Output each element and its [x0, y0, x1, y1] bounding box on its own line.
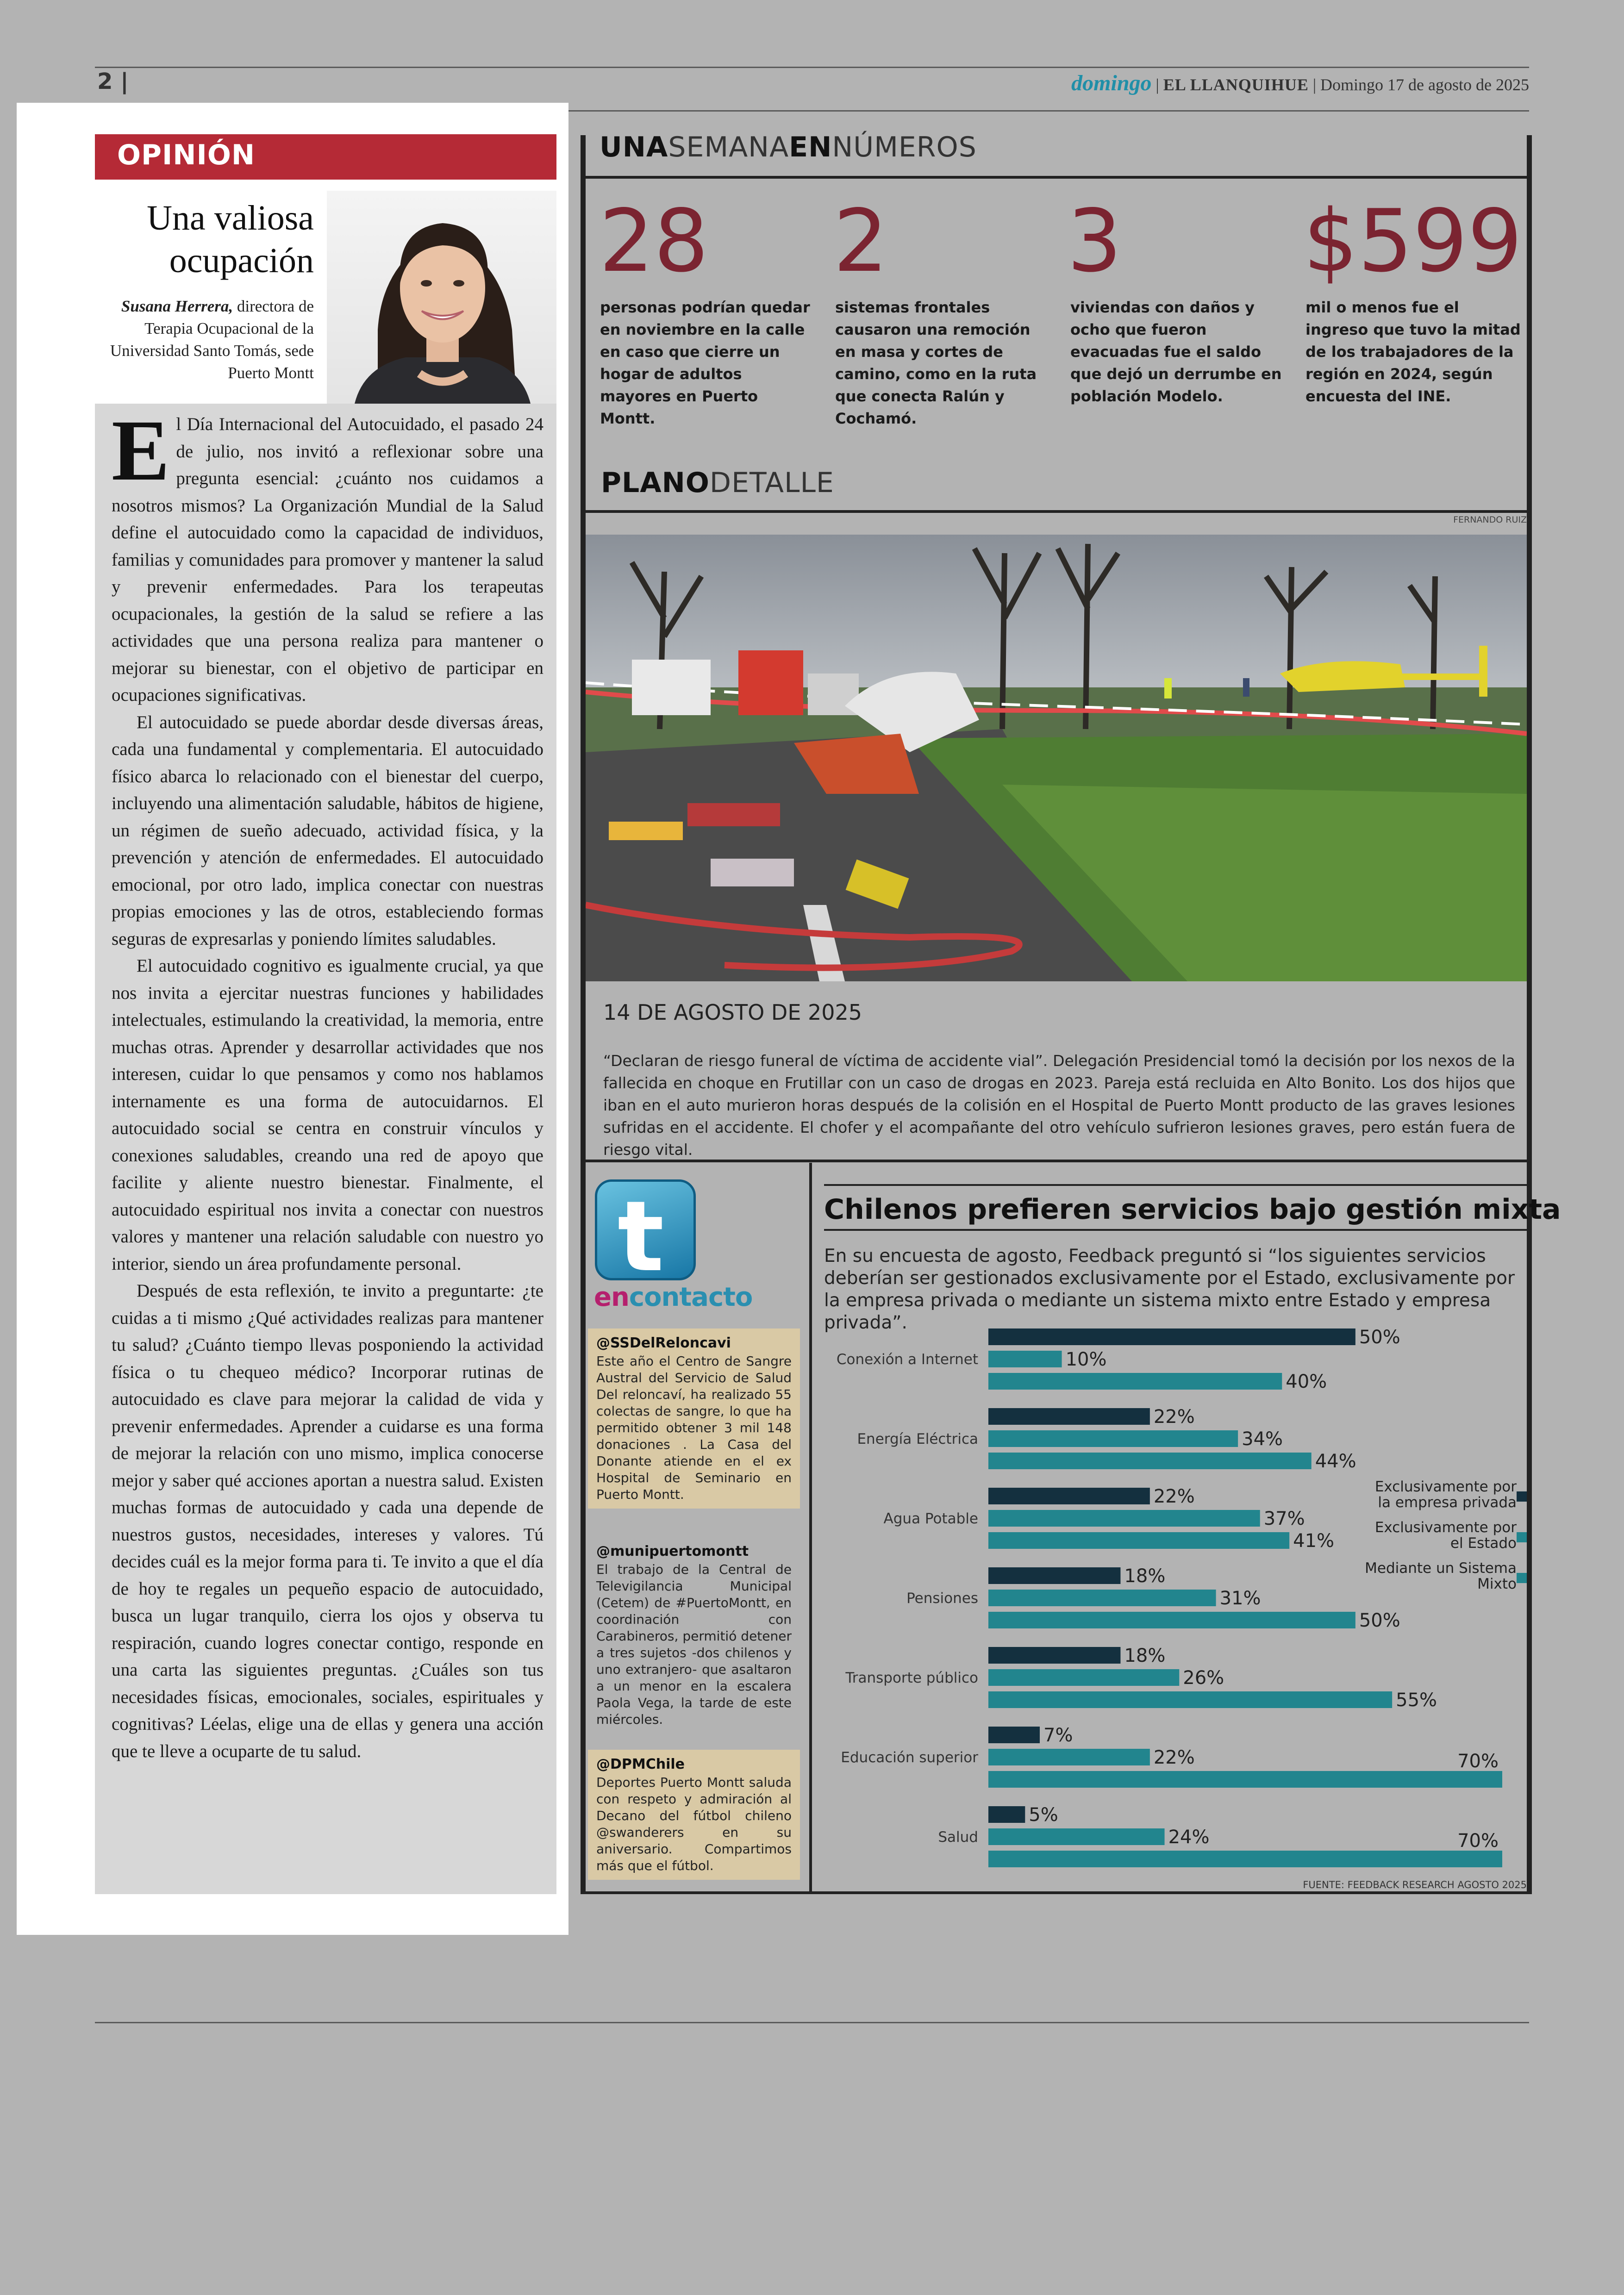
data-label: 50%	[1359, 1610, 1400, 1631]
chart-title-rule	[824, 1229, 1527, 1231]
data-label: 5%	[1029, 1804, 1058, 1826]
opinion-paragraph: El autocuidado cognitivo es igualmente crucial, ya que nos invita a ejercitar nuestras funciones y habilidades intelectuales, estimulando la creatividad, la memoria, entre muchas otras. Aprender y desarrollar actividades que nos interesen, cuidar lo que pensamos y como nos hablamos internamente es una forma de autocuidarnos. El autocuidado social se centra en construir vínculos y conexiones saludables, creando una red de apoyo que facilite y aliente nuestro bienestar. Finalmente, el autocuidado espiritual nos invita a conectar con nuestros valores y mantener una relación saludable con nuestro yo interior, siendo un área profundamente personal.	[112, 956, 543, 1274]
opinion-section-label: OPINIÓN	[117, 139, 256, 171]
bar	[988, 1771, 1502, 1788]
opinion-paragraph: Después de esta reflexión, te invito a preguntarte: ¿te cuidas a ti mismo ¿Qué actividades realizas para mantener tu salud? ¿Cuánto tiempo llevas posponiendo la actividad física o tu chequeo médico? Incorporar rutinas de autocuidado es clave para mejorar la calidad de vida y prevenir enfermedades. Aprender a cuidarse es una forma de mejorar la relación con uno mismo, implica conocerse mejor y saber qué acciones aportan a nuestra salud. Existen muchas formas de autocuidado y cada una depende de nuestros gustos, necesidades, intereses y valores. Tú decides cuál es la mejor forma para ti. Te invito a que el día de hoy te regales un pequeño espacio de autocuidado, busca un lugar tranquilo, cierra los ojos y observa tu respiración, cuando logres conectar contigo, responde en una carta las siguientes preguntas. ¿Cuáles son tus necesidades físicas, emocionales, sociales, espirituales y cognitivas? Léelas, elige una de ellas y genera una acción que te lleve a ocuparte de tu salud.	[112, 1281, 543, 1761]
bar-chart	[806, 1319, 1528, 1879]
bar	[988, 1430, 1238, 1447]
data-label: 40%	[1286, 1371, 1327, 1392]
data-label: 22%	[1153, 1486, 1195, 1507]
category-label: Salud	[938, 1829, 978, 1846]
tweet-card	[588, 1328, 800, 1509]
category-label: Energía Eléctrica	[857, 1431, 978, 1447]
bar	[988, 1532, 1289, 1549]
numbers-title-rule	[586, 176, 1527, 179]
data-label: 7%	[1043, 1725, 1073, 1746]
data-label: 24%	[1168, 1827, 1210, 1848]
tweet-handle: @munipuertomontt	[596, 1543, 749, 1559]
stat-value: 28	[599, 191, 709, 291]
legend-swatch	[1517, 1532, 1527, 1542]
stat-text: sistemas frontales causaron una remoción en masa y cortes de camino, como en la ruta que conecta Ralún y Cochamó.	[835, 299, 1037, 427]
data-label: 26%	[1183, 1667, 1224, 1689]
photo-caption: “Declaran de riesgo funeral de víctima de accidente vial”. Delegación Presidencial tomó la decisión por los nexos de la fallecida en choque en Frutillar con un caso de drogas en 2023. Pareja está recluida en Alto Bonito. Los dos hijos que iban en el auto murieron horas después de la colisión en el Hospital de Puerto Montt producto de las graves lesiones sufridas en el accidente. El chofer y el acompañante del otro vehículo sufrieron lesiones graves, pero están fuera de riesgo vital.	[603, 1052, 1515, 1159]
opinion-body	[95, 404, 556, 1894]
chart-source: FUENTE: FEEDBACK RESEARCH AGOSTO 2025	[1303, 1879, 1527, 1890]
bar	[988, 1727, 1040, 1743]
section-bottom-rule	[581, 1891, 1532, 1894]
tweet-card	[588, 1750, 800, 1880]
stat-text: mil o menos fue el ingreso que tuvo la mitad de los trabajadores de la región en 2024, según encuesta del INE.	[1305, 299, 1521, 405]
bar	[988, 1453, 1312, 1469]
data-label: 44%	[1315, 1451, 1356, 1472]
photo-date: 14 DE AGOSTO DE 2025	[603, 1000, 862, 1025]
tweet-text: Este año el Centro de Sangre Austral del Servicio de Salud Del reloncaví, ha realizado 55 colectas de sangre, lo que ha permitido obtener 3 mil 148 donaciones . La Casa del Donante atiende en el ex Hospital de Seminario en Puerto Montt.	[596, 1353, 792, 1502]
opinion-byline	[97, 295, 314, 384]
header-top-rule	[95, 67, 1529, 68]
footer-rule	[95, 2022, 1529, 2023]
encontacto-label: encontacto	[594, 1282, 753, 1312]
photo-credit: FERNANDO RUIZ	[1453, 515, 1527, 525]
data-label: 50%	[1359, 1327, 1400, 1348]
bar	[988, 1351, 1062, 1367]
bar	[988, 1408, 1150, 1425]
data-label: 18%	[1124, 1565, 1166, 1587]
stat-value: 3	[1067, 191, 1122, 291]
data-label: 31%	[1219, 1588, 1261, 1609]
stat-text: viviendas con daños y ocho que fueron evacuadas fue el saldo que dejó un derrumbe en población Modelo.	[1070, 299, 1282, 405]
data-label: 22%	[1153, 1406, 1195, 1428]
data-label: 70%	[1457, 1830, 1499, 1852]
masthead: domingo | EL LLANQUIHUE | Domingo 17 de agosto de 2025	[1071, 71, 1529, 95]
bar	[988, 1567, 1120, 1584]
tweet-handle: @DPMChile	[596, 1756, 685, 1772]
brand-logo: domingo	[1071, 71, 1152, 95]
plano-title-rule	[586, 510, 1527, 513]
data-label: 41%	[1293, 1530, 1335, 1552]
opinion-paragraph: El Día Internacional del Autocuidado, el pasado 24 de julio, nos invitó a reflexionar sobre una pregunta esencial: ¿cuánto nos cuidamos a nosotros mismos? La Organización Mundial de la Salud define el autocuidado como la capacidad de individuos, familias y comunidades para promover y mantener la salud y prevenir enfermedades. Para los terapeutas ocupacionales, la gestión de la salud se refiere a las actividades que una persona realiza para mantener o mejorar su bienestar, con el objetivo de participar en ocupaciones significativas.	[112, 402, 543, 705]
bar	[988, 1749, 1150, 1765]
author-portrait	[327, 191, 556, 404]
tweet-text: El trabajo de la Central de Televigilancia Municipal (Cetem) de #PuertoMontt, en coordinación con Carabineros, permitió detener a tres sujetos -dos chilenos y uno extranjero- que asaltaron a un menor en la escalera Paola Vega, la tarde de este miércoles.	[596, 1562, 792, 1727]
chart-top-rule	[824, 1184, 1527, 1186]
data-label: 70%	[1457, 1751, 1499, 1772]
accident-photo	[586, 535, 1527, 981]
tweet-handle: @SSDelReloncavi	[596, 1335, 731, 1351]
numbers-section-title: UNASEMANAENNÚMEROS	[600, 131, 977, 163]
bar	[988, 1647, 1120, 1664]
portrait-illustration	[327, 191, 556, 404]
bar	[988, 1590, 1216, 1606]
chart-title: Chilenos prefieren servicios bajo gestión mixta	[824, 1193, 1561, 1226]
bar	[988, 1328, 1355, 1345]
bar	[988, 1828, 1165, 1845]
bar	[988, 1510, 1260, 1527]
bar	[988, 1691, 1392, 1708]
page-number: 2 |	[97, 69, 129, 94]
tweet-text: Deportes Puerto Montt saluda con respeto y admiración al Decano del fútbol chileno @swanderers en su aniversario. Compartimos más que el fútbol.	[596, 1775, 792, 1873]
tweet-card	[588, 1537, 800, 1734]
bar	[988, 1851, 1502, 1867]
twitter-icon: t	[595, 1179, 696, 1280]
newspaper-name: EL LLANQUIHUE	[1163, 75, 1309, 94]
section-frame-left	[581, 135, 586, 1894]
category-label: Pensiones	[906, 1590, 978, 1607]
bar	[988, 1669, 1179, 1686]
opinion-paragraph: El autocuidado se puede abordar desde diversas áreas, cada una fundamental y complementaria. El autocuidado físico abarca lo relacionado con el bienestar del cuerpo, incluyendo una alimentación saludable, hábitos de higiene, un régimen de sueño adecuado, actividad física, y la prevención y atención de enfermedades. El autocuidado emocional, por otro lado, implica conectar con nuestras propias emociones y las de otros, estableciendo formas seguras de expresarlas y poniendo límites saludables.	[112, 712, 543, 949]
bar	[988, 1373, 1282, 1390]
issue-date: Domingo 17 de agosto de 2025	[1320, 75, 1529, 94]
stat-text: personas podrían quedar en noviembre en la calle en caso que cierre un hogar de adultos mayores en Puerto Montt.	[600, 299, 810, 427]
bar	[988, 1612, 1355, 1628]
accident-scene-illustration	[586, 535, 1527, 981]
plano-bottom-rule	[586, 1160, 1527, 1162]
category-label: Conexión a Internet	[836, 1351, 978, 1368]
chart-subtitle: En su encuesta de agosto, Feedback preguntó si “los siguientes servicios deberían ser gestionados exclusivamente por el Estado, exclusivamente por la empresa privada o mediante un sistema mixto entre Estado y empresa privada”.	[824, 1246, 1515, 1333]
category-label: Transporte público	[845, 1670, 978, 1686]
data-label: 22%	[1153, 1747, 1195, 1768]
data-label: 10%	[1065, 1349, 1107, 1370]
legend-label: Exclusivamente por la empresa privada	[1374, 1478, 1517, 1511]
data-label: 34%	[1242, 1428, 1283, 1450]
data-label: 55%	[1396, 1690, 1437, 1711]
legend-label: Exclusivamente por el Estado	[1374, 1519, 1517, 1552]
drop-cap: E	[112, 402, 170, 499]
opinion-title: Una valiosa ocupación	[147, 199, 314, 280]
author-name: Susana Herrera,	[121, 297, 233, 315]
opinion-banner	[95, 134, 556, 180]
data-label: 37%	[1263, 1508, 1305, 1529]
bar	[988, 1806, 1025, 1823]
legend-label: Mediante un Sistema Mixto	[1365, 1560, 1517, 1592]
legend-swatch	[1517, 1491, 1527, 1502]
bar	[988, 1488, 1150, 1504]
category-label: Educación superior	[841, 1749, 978, 1766]
stat-value: $599	[1303, 191, 1523, 291]
plano-section-title: PLANODETALLE	[601, 467, 834, 499]
stat-value: 2	[833, 191, 888, 291]
data-label: 18%	[1124, 1645, 1166, 1666]
author-role: directora de Terapia Ocupacional de la Universidad Santo Tomás, sede Puerto Montt	[110, 297, 314, 382]
category-label: Agua Potable	[883, 1510, 978, 1527]
legend-swatch	[1517, 1573, 1527, 1583]
